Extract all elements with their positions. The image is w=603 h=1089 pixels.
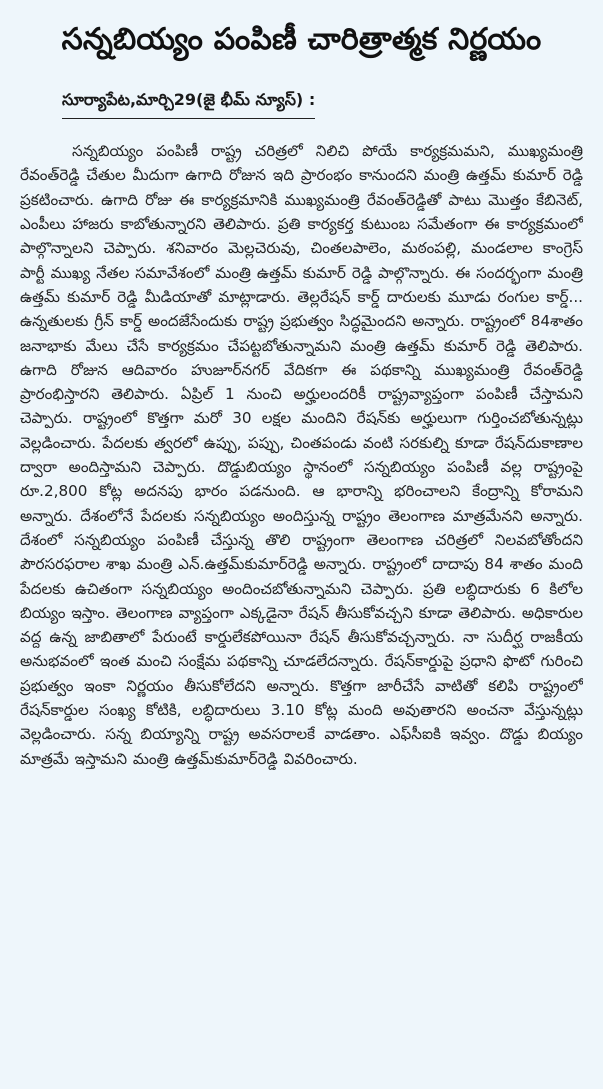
dateline-underline [62,88,315,119]
headline: సన్నబియ్యం పంపిణీ చారిత్రాత్మక నిర్ణయం [61,22,542,57]
article-body: సన్నబియ్యం పంపిణీ రాష్ట్ర చరిత్రలో నిలిచి పోయే కార్యక్రమమని, ముఖ్యమంత్రి రేవంత్‌రెడ్డి చేతుల మీదుగా ఉగాది రోజున ఇది ప్రారంభం కానుందని మంత్రి ఉత్తమ్ కుమార్ రెడ్డి ప్రకటించారు. ఉగాది రోజు ఈ కార్యక్రమానికి ముఖ్యమంత్రి రేవంత్‌రెడ్డితో పాటు మొత్తం కేబినెట్, ఎంపీలు హాజరు కాబోతున్నారని తెలిపారు. ప్రతి కార్యకర్త కుటుంబ సమేతంగా ఈ కార్యక్రమంలో పాల్గొన్నాలని చెప్పారు. శనివారం మెల్లచెరువు, చింతలపాలెం, మఠంపల్లి, మండలాల కాంగ్రెస్ పార్టీ ముఖ్య నేతల సమావేశంలో మంత్రి ఉత్తమ్ కుమార్ రెడ్డి పాల్గొన్నారు. ఈ సందర్భంగా మంత్రి ఉత్తమ్ కుమార్ రెడ్డి మీడియాతో మాట్లాడారు. తెల్లరేషన్ కార్డ్ దారులకు మూడు రంగుల కార్డ్... ఉన్నతులకు గ్రీన్ కార్డ్ అందజేసేందుకు రాష్ట్ర ప్రభుత్వం సిద్ధమైందని అన్నారు. రాష్ట్రంలో 84శాతం జనాభాకు మేలు చేసే కార్యక్రమం చేపట్టబోతున్నామని మంత్రి ఉత్తమ్ కుమార్ రెడ్డి తెలిపారు. ఉగాది రోజున ఆదివారం హుజూర్‌నగర్ వేదికగా ఈ పథకాన్ని ముఖ్యమంత్రి రేవంత్‌రెడ్డి ప్రారంభిస్తారని తెలిపారు. ఏప్రిల్ 1 నుంచి అర్హులందరికీ రాష్ట్రవ్యాప్తంగా పంపిణీ చేస్తామని చెప్పారు. రాష్ట్రంలో కొత్తగా మరో 30 లక్షల మందిని రేషన్‌కు అర్హులుగా గుర్తించబోతున్నట్లు వెల్లడించారు. పేదలకు త్వరలో ఉప్పు, పప్పు, చింతపండు వంటి సరకుల్ని కూడా రేషన్‌దుకాణాల ద్వారా అందిస్తామని చెప్పారు. దొడ్డుబియ్యం స్థానంలో సన్నబియ్యం పంపిణీ వల్ల రాష్ట్రంపై రూ.2,800 కోట్ల అదనపు భారం పడనుంది. ఆ భారాన్ని భరించాలని కేంద్రాన్ని కోరామని అన్నారు. దేశంలోనే పేదలకు సన్నబియ్యం అందిస్తున్న రాష్ట్రం తెలంగాణ మాత్రమేనని అన్నారు. దేశంలో సన్నబియ్యం పంపిణీ చేస్తున్న తొలి రాష్ట్రంగా తెలంగాణ చరిత్రలో నిలవబోతోందని పౌరసరఫరాల శాఖ మంత్రి ఎన్.ఉత్తమ్‌కుమార్‌రెడ్డి అన్నారు. రాష్ట్రంలో దాదాపు 84 శాతం మంది పేదలకు ఉచితంగా సన్నబియ్యం అందించబోతున్నామని చెప్పారు. ప్రతి లబ్ధిదారుకు 6 కిలోల బియ్యం ఇస్తాం. తెలంగాణ వ్యాప్తంగా ఎక్కడైనా రేషన్ తీసుకోవచ్చని కూడా తెలిపారు. అధికారుల వద్ద ఉన్న జాబితాలో పేరుంటే కార్డులేకపోయినా రేషన్ తీసుకోవచ్చన్నారు. నా సుదీర్ఘ రాజకీయ అనుభవంలో ఇంత మంచి సంక్షేమ పథకాన్ని చూడలేదన్నారు. రేషన్‌కార్డుపై ప్రధాని ఫొటో గురించి ప్రభుత్వం ఇంకా నిర్ణయం తీసుకోలేదని అన్నారు. కొత్తగా జారీచేసే వాటితో కలిపి రాష్ట్రంలో రేషన్‌కార్డుల సంఖ్య కోటికి, లబ్ధిదారులు 3.10 కోట్ల మంది అవుతారని అంచనా వేస్తున్నట్లు వెల్లడించారు. సన్న బియ్యాన్ని రాష్ట్ర అవసరాలకే వాడతాం. ఎఫ్‌సీఐకి ఇవ్వం. దొడ్డు బియ్యం మాత్రమే ఇస్తామని మంత్రి ఉత్తమ్‌కుమార్‌రెడ్డి వివరించారు. [20,142,583,768]
dateline: సూర్యాపేట,మార్చి29(జై భీమ్ న్యూస్) : [62,90,316,109]
